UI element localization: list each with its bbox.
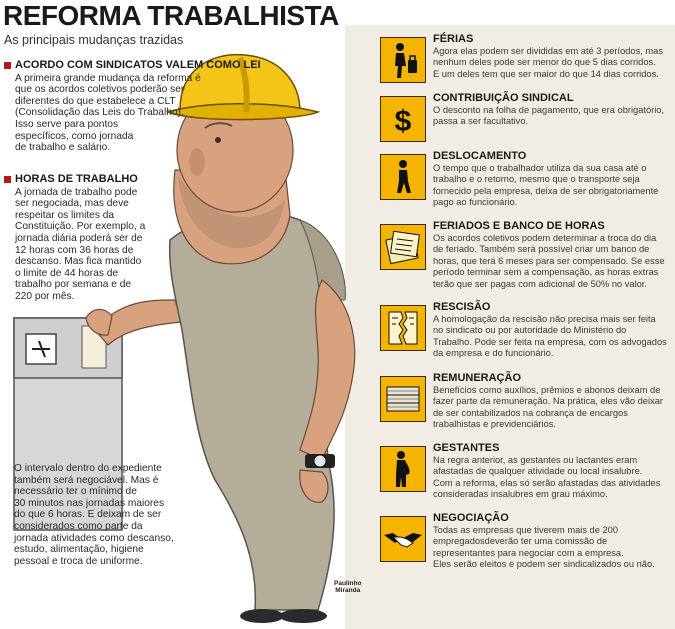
item-text: Na regra anterior, as gestantes ou lactantes eram afastadas de qualquer atividade ou local insalubre. Com a reforma, elas só serão afastadas das atividades consideradas insalubres em grau máximo. — [433, 455, 661, 500]
dollar-icon — [380, 96, 426, 142]
svg-text:$: $ — [394, 105, 412, 138]
money-stack-icon — [380, 376, 426, 422]
page-title: REFORMA TRABALHISTA — [3, 0, 339, 31]
item-text: Agora elas podem ser divididas em até 3 períodos, mas nenhum deles pode ser menor do que 5 dias corridos. E um deles tem que ser maior do que 14 dias corridos. — [433, 46, 663, 79]
page-subtitle: As principais mudanças trazidas — [4, 33, 184, 47]
item-title: REMUNERAÇÃO — [433, 372, 521, 384]
horas-text: A jornada de trabalho pode ser negociada, mas deve respeitar os limites da Constituição. Por exemplo, a jornada diária poderá ser de 12 horas com 36 horas de descanso. Mas fica mantido o limite de 44 horas de trabalho por semana e de 220 por mês. — [15, 186, 146, 302]
bullet-marker — [4, 176, 11, 183]
intervalo-section — [14, 463, 174, 567]
item-title: NEGOCIAÇÃO — [433, 512, 509, 524]
artist-credit: Paulinho Miranda — [334, 580, 362, 594]
item-text: Benefícios como auxílios, prêmios e abonos deixam de fazer parte da remuneração. Na prática, eles vão deixar de ser contabilizados na cobrança de encargos trabalhistas e previdenciários. — [433, 385, 663, 430]
horas-section — [4, 174, 145, 303]
handshake-icon — [380, 516, 426, 562]
item-text: O tempo que o trabalhador utiliza da sua casa até o trabalho e o retorno, mesmo que o transporte seja fornecido pela empresa, deixa de ser obrigatoriamente pago ao funcionário. — [433, 163, 659, 208]
item-title: FÉRIAS — [433, 33, 474, 45]
item-title: RESCISÃO — [433, 301, 491, 313]
calendar-icon — [380, 224, 426, 270]
item-title: DESLOCAMENTO — [433, 150, 527, 162]
item-text: Todas as empresas que tiverem mais de 200 empregadosdeverão ter uma comissão de representantes para negociar com a empresa. Eles serão eleitos e podem ser sindicalizados ou não. — [433, 525, 655, 570]
horas-title: HORAS DE TRABALHO — [15, 173, 138, 185]
torn-document-icon — [380, 305, 426, 351]
item-title: FERIADOS E BANCO DE HORAS — [433, 220, 605, 232]
item-title: GESTANTES — [433, 442, 500, 454]
bullet-marker — [4, 62, 11, 69]
acordo-text: A primeira grande mudança da reforma é que os acordos coletivos poderão ser diferentes do que estabelece a CLT (Consolidação das Leis do Trabalho). Isso serve para pontos específicos, como jornada de trabalho e salário. — [15, 72, 201, 154]
walking-person-icon — [380, 154, 426, 200]
item-title: CONTRIBUIÇÃO SINDICAL — [433, 92, 574, 104]
item-text: Os acordos coletivos podem determinar a troca do dia de feriado. Também será possível criar um banco de horas, que terá 6 meses para ser compensado. Se esse período terminar sem a compensação, as horas extras terão que ser pagas com adicional de 50% no valor. — [433, 233, 665, 289]
acordo-title: ACORDO COM SINDICATOS VALEM COMO LEI — [15, 59, 261, 71]
item-text: O desconto na folha de pagamento, que era obrigatório, passa a ser facultativo. — [433, 105, 665, 127]
acordo-section — [4, 60, 261, 154]
traveler-icon — [380, 37, 426, 83]
pregnant-woman-icon — [380, 446, 426, 492]
item-text: A homologação da rescisão não precisa mais ser feita no sindicato ou por autoridade do Ministério do Trabalho. Pode ser feita na empresa, com os advogados da empresa e do funcionário. — [433, 314, 667, 359]
intervalo-text: O intervalo dentro do expediente também será negociável. Mas é necessário ter o mínimo de 30 minutos nas jornadas maiores do que 6 horas. E deixam de ser considerados como parte da jornada atividades como descanso, estudo, alimentação, higiene pessoal e troca de uniforme. — [14, 463, 174, 567]
